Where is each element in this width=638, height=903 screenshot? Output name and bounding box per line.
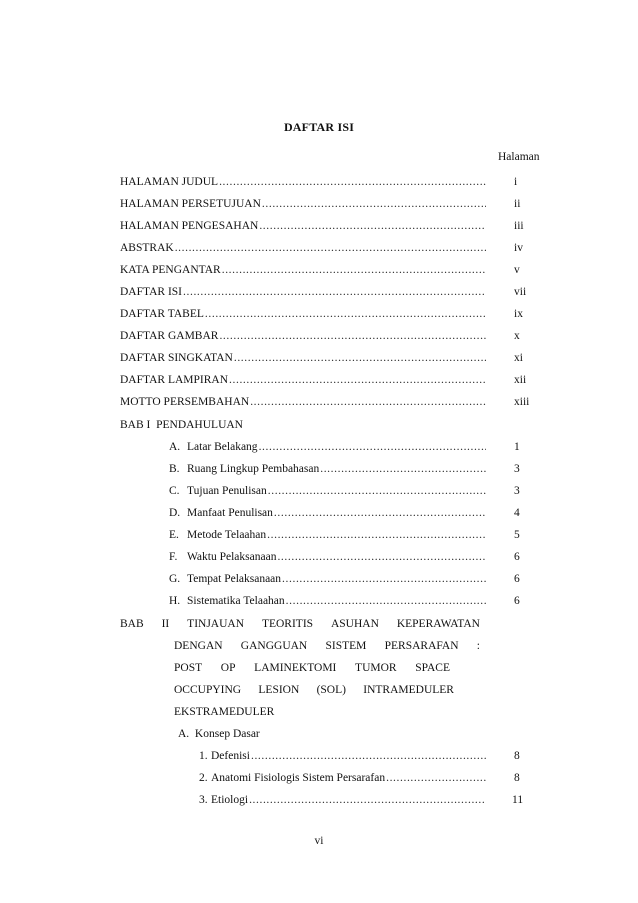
item-number: 2. bbox=[199, 772, 208, 784]
leader-dots bbox=[386, 767, 486, 789]
bab2-line-1: BAB II TINJAUAN TEORITIS ASUHAN KEPERAWATAN bbox=[120, 618, 480, 630]
leader-dots bbox=[262, 193, 486, 215]
bab2-line-2: DENGAN GANGGUAN SISTEM PERSARAFAN : bbox=[174, 640, 480, 652]
toc-page-number: vii bbox=[514, 286, 527, 298]
section-konsep-dasar[interactable]: A. Konsep Dasar bbox=[178, 728, 260, 740]
bab2-line-5: EKSTRAMEDULER bbox=[174, 706, 275, 718]
toc-entry[interactable]: G. Tempat Pelaksanaan ..... bbox=[169, 568, 486, 590]
toc-page-number: 8 bbox=[514, 750, 520, 762]
leader-dots bbox=[229, 369, 486, 391]
footer-page-number: vi bbox=[314, 835, 324, 847]
toc-entry[interactable]: DAFTAR GAMBAR ..... bbox=[120, 325, 486, 347]
toc-page-number: iii bbox=[514, 220, 524, 232]
toc-page-number: xiii bbox=[514, 396, 530, 408]
item-number: 1. bbox=[199, 750, 208, 762]
bab2-line-4: OCCUPYING LESION (SOL) INTRAMEDULER bbox=[174, 684, 454, 696]
item-number: 3. bbox=[199, 794, 208, 806]
toc-page-number: 6 bbox=[514, 573, 520, 585]
toc-entry[interactable]: E. Metode Telaahan ..... bbox=[169, 524, 486, 546]
leader-dots bbox=[205, 303, 486, 325]
leader-dots bbox=[250, 391, 486, 413]
leader-dots bbox=[286, 590, 486, 612]
toc-entry[interactable]: C. Tujuan Penulisan ..... bbox=[169, 480, 486, 502]
leader-dots bbox=[219, 171, 486, 193]
leader-dots bbox=[268, 480, 486, 502]
halaman-header: Halaman bbox=[498, 151, 540, 163]
toc-page-number: 6 bbox=[514, 551, 520, 563]
toc-page-number: xi bbox=[514, 352, 523, 364]
toc-entry[interactable]: 1. Defenisi ..... bbox=[199, 745, 486, 767]
leader-dots bbox=[259, 436, 486, 458]
page-title: DAFTAR ISI bbox=[283, 120, 355, 134]
leader-dots bbox=[251, 745, 486, 767]
leader-dots bbox=[259, 215, 486, 237]
toc-page-number: 3 bbox=[514, 463, 520, 475]
leader-dots bbox=[175, 237, 486, 259]
toc-page-number: 1 bbox=[514, 441, 520, 453]
toc-entry[interactable]: DAFTAR LAMPIRAN ..... bbox=[120, 369, 486, 391]
toc-entry[interactable]: DAFTAR TABEL ..... bbox=[120, 303, 486, 325]
toc-page-number: ix bbox=[514, 308, 523, 320]
item-letter: F. bbox=[169, 551, 178, 563]
toc-entry[interactable]: H. Sistematika Telaahan ..... bbox=[169, 590, 486, 612]
toc-entry[interactable]: DAFTAR SINGKATAN ..... bbox=[120, 347, 486, 369]
toc-entry[interactable]: KATA PENGANTAR ..... bbox=[120, 259, 486, 281]
toc-page-number: x bbox=[514, 330, 520, 342]
item-letter: C. bbox=[169, 485, 180, 497]
leader-dots bbox=[222, 259, 486, 281]
toc-entry[interactable]: HALAMAN JUDUL ..... bbox=[120, 171, 486, 193]
toc-entry[interactable]: 2. Anatomi Fisiologis Sistem Persarafan ..... bbox=[199, 767, 486, 789]
toc-page-number: i bbox=[514, 176, 518, 188]
toc-page-number: v bbox=[514, 264, 520, 276]
leader-dots bbox=[234, 347, 486, 369]
toc-page-number: 11 bbox=[512, 794, 524, 806]
toc-entry[interactable]: MOTTO PERSEMBAHAN ..... bbox=[120, 391, 486, 413]
toc-entry[interactable]: B. Ruang Lingkup Pembahasan ..... bbox=[169, 458, 486, 480]
toc-page-number: 3 bbox=[514, 485, 520, 497]
leader-dots bbox=[320, 458, 486, 480]
toc-page-number: 8 bbox=[514, 772, 520, 784]
item-letter: A. bbox=[169, 441, 181, 453]
bab2-line-3: POST OP LAMINEKTOMI TUMOR SPACE bbox=[174, 662, 450, 674]
item-letter: B. bbox=[169, 463, 180, 475]
toc-entry[interactable]: F. Waktu Pelaksanaan ..... bbox=[169, 546, 486, 568]
toc-page-number: ii bbox=[514, 198, 521, 210]
item-letter: H. bbox=[169, 595, 181, 607]
toc-page-number: iv bbox=[514, 242, 523, 254]
toc-page-number: xii bbox=[514, 374, 527, 386]
leader-dots bbox=[282, 568, 486, 590]
toc-entry[interactable]: D. Manfaat Penulisan ..... bbox=[169, 502, 486, 524]
toc-page-number: 5 bbox=[514, 529, 520, 541]
leader-dots bbox=[274, 502, 486, 524]
toc-entry[interactable]: 3. Etiologi ..... bbox=[199, 789, 486, 811]
toc-page-number: 4 bbox=[514, 507, 520, 519]
bab2-heading[interactable] bbox=[120, 613, 480, 723]
toc-entry[interactable]: HALAMAN PENGESAHAN ..... bbox=[120, 215, 486, 237]
toc-page-number: 6 bbox=[514, 595, 520, 607]
toc-entry[interactable]: A. Latar Belakang ..... bbox=[169, 436, 486, 458]
leader-dots bbox=[219, 325, 486, 347]
bab1-heading[interactable]: BAB I PENDAHULUAN bbox=[120, 419, 243, 431]
item-letter: E. bbox=[169, 529, 179, 541]
leader-dots bbox=[183, 281, 486, 303]
item-letter: G. bbox=[169, 573, 181, 585]
toc-entry[interactable]: HALAMAN PERSETUJUAN ..... bbox=[120, 193, 486, 215]
toc-entry[interactable]: DAFTAR ISI ..... bbox=[120, 281, 486, 303]
item-letter: D. bbox=[169, 507, 181, 519]
leader-dots bbox=[249, 789, 486, 811]
leader-dots bbox=[277, 546, 486, 568]
toc-entry[interactable]: ABSTRAK ..... bbox=[120, 237, 486, 259]
leader-dots bbox=[267, 524, 486, 546]
